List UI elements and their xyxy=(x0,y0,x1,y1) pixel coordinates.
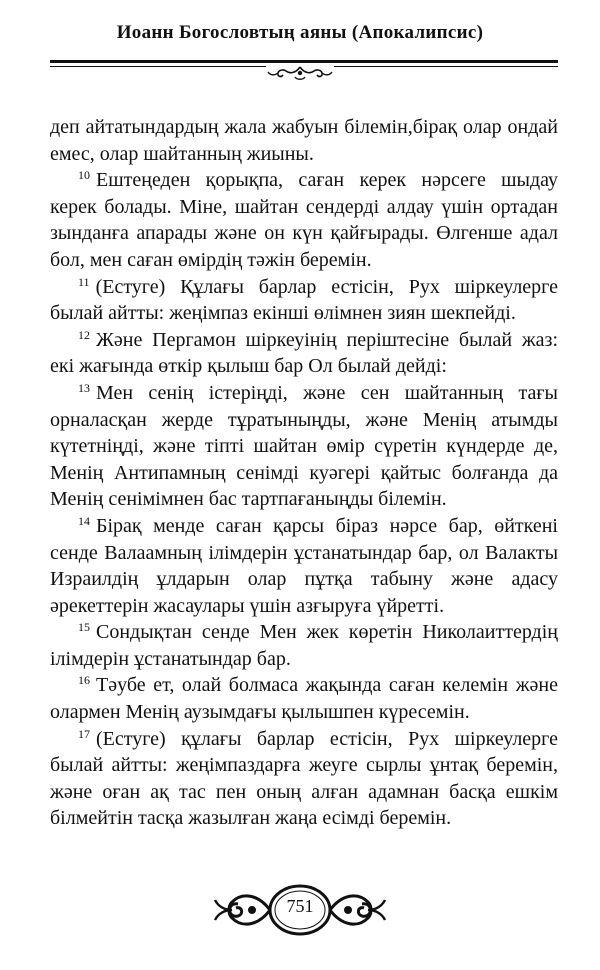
page-number: 751 xyxy=(286,896,314,916)
verse-number: 11 xyxy=(78,274,90,289)
intro-paragraph: деп айтатындардың жала жабуын білемін,бірақ олар ондай емес, олар шайтанның жиыны. xyxy=(50,116,558,165)
verse-16 xyxy=(50,672,558,725)
verse-15 xyxy=(50,619,558,672)
verse-12 xyxy=(50,327,558,380)
verse-number: 17 xyxy=(78,726,90,741)
verse-17 xyxy=(50,726,558,832)
verse-number: 12 xyxy=(78,327,90,342)
verse-number: 10 xyxy=(78,168,90,183)
verse-text: (Естуге) Құлағы барлар естісін, Рух шіркеулерге былай айтты: жеңімпаз екінші өлімнен зиян шекпейді. xyxy=(50,275,558,325)
verse-text: Сондықтан сенде Мен жек көретін Николаиттердің ілімдерін ұстанатындар бар. xyxy=(50,621,558,670)
verse-text: Және Пергамон шіркеуінің періштесіне былай жаз: екі жағында өткір қылыш бар Ол былай дейді: xyxy=(50,328,558,378)
header-ornament-icon xyxy=(266,64,334,82)
verse-number: 15 xyxy=(78,620,90,635)
verse-number: 16 xyxy=(78,673,90,688)
verse-number: 13 xyxy=(78,380,90,395)
verse-11 xyxy=(50,274,558,327)
scripture-body xyxy=(50,114,558,832)
verse-text: Мен сенің істеріңді, және сен шайтанның тағы орналасқан жерде тұратыныңды, және Менің атымды күтетніңді, және тіпті шайтан өмір сүретін күндерде де, Менің Антипамның сенімді куәгері қайтыс болғанда да Менің сенімімнен бас тартпағаныңды білемін. xyxy=(50,381,558,511)
running-title: Иоанн Богословтың аяны (Апокалипсис) xyxy=(116,22,484,43)
verse-10 xyxy=(50,167,558,273)
verse-number: 14 xyxy=(78,513,90,528)
verse-text: Тәубе ет, олай болмаса жақында саған келемін және олармен Менің аузымдағы қылышпен күресемін. xyxy=(50,674,558,724)
verse-text: (Естуге) құлағы барлар естісін, Рух шіркеулерге былай айтты: жеңімпаздарға жеуге сырлы ұнтақ беремін, және оған ақ тас пен оның алған адамнан басқа ешкім білмейтін тасқа жазылған жаңа есімді беремін. xyxy=(50,727,558,830)
verse-14 xyxy=(50,513,558,619)
verse-13 xyxy=(50,380,558,513)
verse-text: Бірақ менде саған қарсы біраз нәрсе бар, өйткені сенде Валаамның ілімдерін ұстанатындар бар, ол Валакты Израилдің ұлдарын олар пұтқа табыну және адасу әрекеттерін жасаулары үшін азғыруға үйретті. xyxy=(50,514,558,617)
verse-text: Ештеңеден қорықпа, саған керек нәрсеге шыдау керек болады. Міне, шайтан сендерді алдау үшін ортадан зынданға апарады және он күн қайғырады. Өлгенше адал бол, мен саған өмірдің тәжін беремін. xyxy=(50,169,558,271)
header-rule-thick xyxy=(50,60,558,63)
